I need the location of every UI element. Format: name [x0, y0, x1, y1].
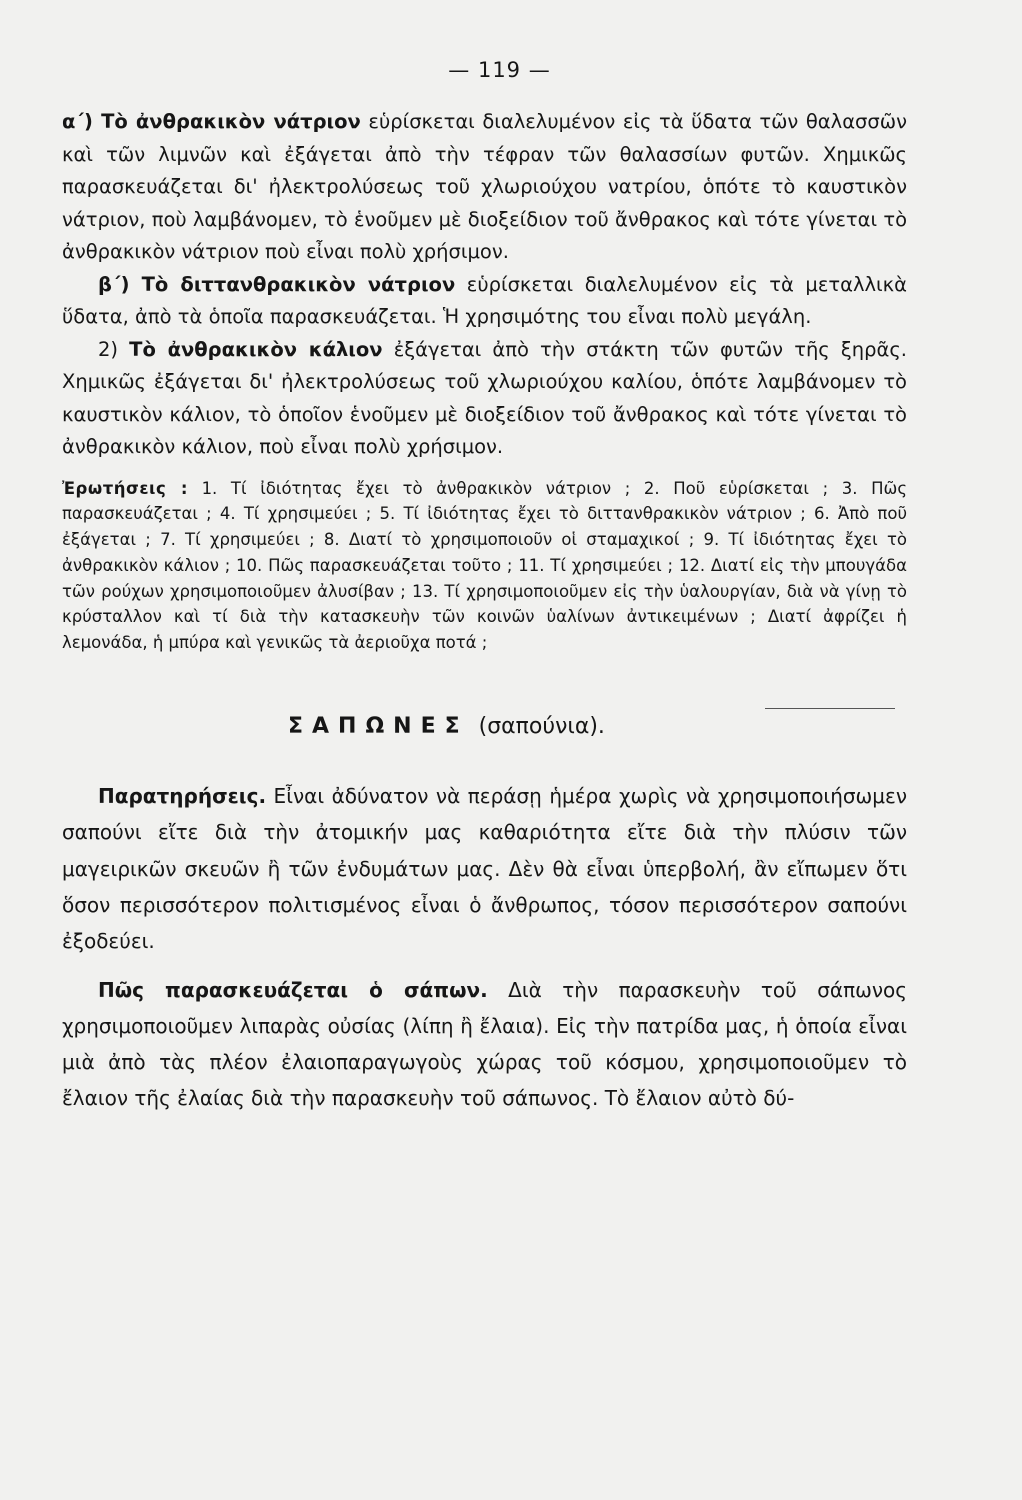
- paragraph-remarks: [62, 778, 907, 959]
- paragraph-sodium-carbonate: [62, 106, 907, 269]
- term-sodium-bicarbonate: β΄) Τὸ διττανθρακικὸν νάτριον: [98, 272, 456, 296]
- page-number: — 119 —: [448, 58, 551, 82]
- section-heading-row: [62, 700, 907, 760]
- section-soap-preparation: [62, 972, 907, 1117]
- section-heading-subtitle: (σαπούνια).: [478, 714, 605, 740]
- paragraph-remarks-text: Εἶναι ἀδύνατον νὰ περάσῃ ἡμέρα χωρὶς νὰ χρησιμοποιήσωμεν σαπούνι εἴτε διὰ τὴν ἀτομικήν μας καθαριότητα εἴτε διὰ τὴν πλύσιν τῶν μαγειρικῶν σκευῶν ἢ τῶν ἐνδυμάτων μας. Δὲν θὰ εἶναι ὑπερβολή, ἂν εἴπωμεν ὅτι ὅσον περισσότερον πολιτισμένος εἶναι ὁ ἄνθρωπος, τόσον περισσότερον σαπούνι ἐξοδεύει.: [62, 784, 907, 954]
- heading-rule: [765, 708, 895, 709]
- questions-block: [62, 476, 907, 657]
- paragraph-soap-preparation: [62, 972, 907, 1117]
- paragraph-soap-preparation-text: Διὰ τὴν παρασκευὴν τοῦ σάπωνος χρησιμοποιοῦμεν λιπαρὰς οὐσίας (λίπη ἢ ἔλαια). Εἰς τὴν πατρίδα μας, ἡ ὁποία εἶναι μιὰ ἀπὸ τὰς πλέον ἐλαιοπαραγωγοὺς χώρας τοῦ κόσμου, χρησιμοποιοῦμεν τὸ ἔλαιον τῆς ἐλαίας διὰ τὴν παρασκευὴν τοῦ σάπωνος. Τὸ ἔλαιον αὐτὸ δύ-: [62, 977, 907, 1111]
- section-heading: [288, 714, 605, 739]
- paragraph-potassium-carbonate: [62, 334, 907, 464]
- questions-label: Ἐρωτήσεις :: [62, 478, 188, 498]
- term-remarks: Παρατηρήσεις.: [98, 784, 267, 809]
- paragraph-sodium-bicarbonate-text: εὑρίσκεται διαλελυμένον εἰς τὰ μεταλλικὰ ὕδατα, ἀπὸ τὰ ὁποῖα παρασκευάζεται. Ἡ χρησιμότης του εἶναι πολὺ μεγάλη.: [62, 272, 908, 328]
- paragraph-sodium-bicarbonate: [62, 269, 907, 334]
- term-potassium-carbonate: Τὸ ἀνθρακικὸν κάλιον: [129, 337, 383, 361]
- paragraph-potassium-carbonate-text: ἐξάγεται ἀπὸ τὴν στάκτη τῶν φυτῶν τῆς ξηρᾶς. Χημικῶς ἐξάγεται δι' ἠλεκτρολύσεως τοῦ χλωριούχου καλίου, ὁπότε λαμβάνομεν τὸ καυστικὸν κάλιον, τὸ ὁποῖον ἑνοῦμεν μὲ διοξείδιον τοῦ ἄνθρακος καὶ τότε γίνεται τὸ ἀνθρακικὸν κάλιον, ποὺ εἶναι πολὺ χρήσιμον.: [62, 337, 907, 458]
- term-sodium-carbonate: α΄) Τὸ ἀνθρακικὸν νάτριον: [62, 110, 361, 133]
- questions-text: 1. Τί ἰδιότητας ἔχει τὸ ἀνθρακικὸν νάτριον ; 2. Ποῦ εὑρίσκεται ; 3. Πῶς παρασκευάζεται ; 4. Τί χρησιμεύει ; 5. Τί ἰδιότητας ἔχει τὸ διττανθρακικὸν νάτριον ; 6. Ἀπὸ ποῦ ἐξάγεται ; 7. Τί χρησιμεύει ; 8. Διατί τὸ χρησιμοποιοῦν οἱ σταμαχικοί ; 9. Τί ἰδιότητας ἔχει τὸ ἀνθρακικὸν κάλιον ; 10. Πῶς παρασκευάζεται τοῦτο ; 11. Τί χρησιμεύει ; 12. Διατί εἰς τὴν μπουγάδα τῶν ρούχων χρησιμοποιοῦμεν ἀλυσίβαν ; 13. Τί χρησιμοποιοῦμεν εἰς τὴν ὑαλουργίαν, διὰ νὰ γίνῃ τὸ κρύσταλλον καὶ τί διὰ τὴν κατασκευὴν τῶν κοινῶν ὑαλίνων ἀντικειμένων ; Διατί ἀφρίζει ἡ λεμονάδα, ἡ μπύρα καὶ γενικῶς τὰ ἀεριοῦχα ποτά ;: [62, 478, 907, 653]
- section-remarks: [62, 778, 907, 959]
- book-page: [62, 58, 907, 1458]
- section-heading-title: ΣΑΠΩΝΕΣ: [288, 714, 469, 740]
- term-soap-preparation: Πῶς παρασκευάζεται ὁ σάπων.: [98, 977, 488, 1002]
- paragraph-potassium-number: 2): [98, 337, 130, 361]
- paragraph-sodium-carbonate-text: εὑρίσκεται διαλελυμένον εἰς τὰ ὕδατα τῶν θαλασσῶν καὶ τῶν λιμνῶν καὶ ἐξάγεται ἀπὸ τὴν τέφραν τῶν θαλασσίων φυτῶν. Χημικῶς παρασκευάζεται δι' ἠλεκτρολύσεως τοῦ χλωριούχου νατρίου, ὁπότε τὸ καυστικὸν νάτριον, ποὺ λαμβάνομεν, τὸ ἑνοῦμεν μὲ διοξείδιον τοῦ ἄνθρακος καὶ τότε γίνεται τὸ ἀνθρακικὸν νάτριον ποὺ εἶναι πολὺ χρήσιμον.: [62, 110, 907, 263]
